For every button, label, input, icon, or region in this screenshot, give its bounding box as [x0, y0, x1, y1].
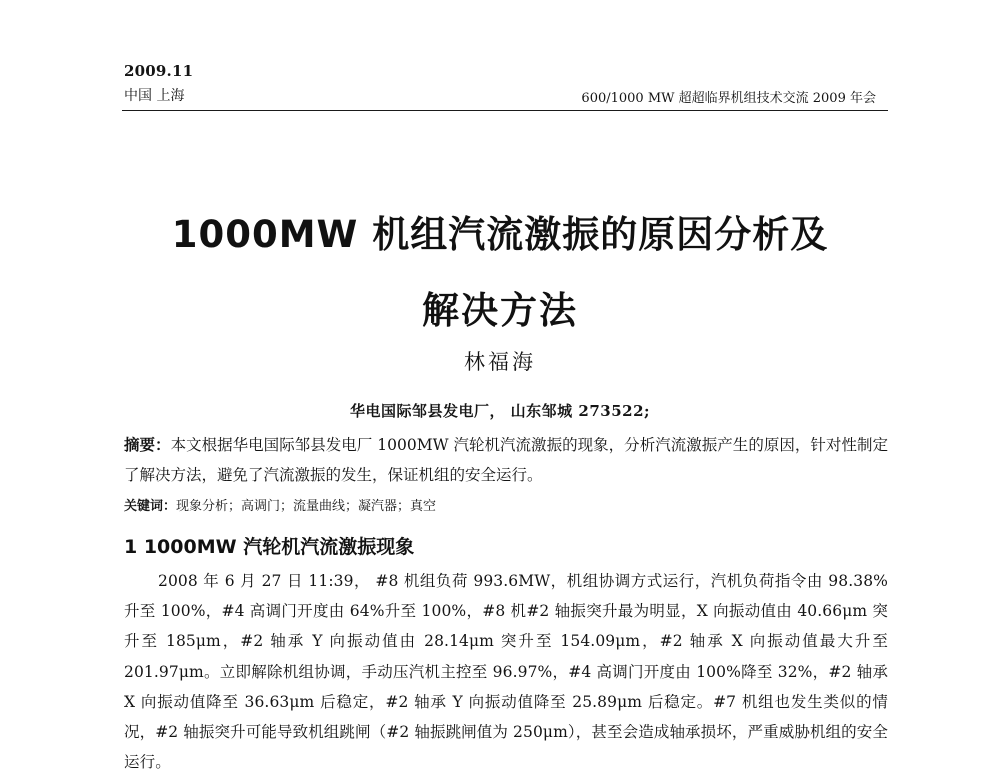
- header-date: 2009.11: [124, 62, 194, 80]
- author-name: 林福海: [464, 350, 536, 374]
- header-divider: [122, 110, 888, 111]
- paper-title-line-2: 解决方法: [422, 289, 578, 332]
- section-paragraph: 2008 年 6 月 27 日 11:39， #8 机组负荷 993.6MW，机组协调方式运行，汽机负荷指令由 98.38% 升至 100%，#4 高调门开度由 64%升至 100%，#8 机#2 轴振突升最为明显，X 向振动值由 40.66μm 突升至 185μm，#2 轴承 Y 向振动值由 28.14μm 突升至 154.09μm，#2 轴承 X 向振动值最大升至 201.97μm。立即解除机组协调，手动压汽机主控至 96.97%，#4 高调门开度由 100%降至 32%，#2 轴承 X 向振动值降至 36.63μm 后稳定，#2 轴承 Y 向振动值降至 25.89μm 后稳定。#7 机组也发生类似的情况，#2 轴振突升可能导致机组跳闸（#2 轴振跳闸值为 250μm），甚至会造成轴承损坏，严重威胁机组的安全运行。: [124, 572, 888, 772]
- paper-title-line-1: 1000MW 机组汽流激振的原因分析及: [171, 213, 829, 256]
- keywords-text: 现象分析；高调门；流量曲线；凝汽器；真空: [176, 499, 437, 514]
- keywords: [124, 494, 888, 520]
- section-heading: 1 1000MW 汽轮机汽流激振现象: [124, 536, 415, 558]
- abstract-label: 摘要：: [124, 435, 171, 454]
- abstract: [124, 430, 888, 490]
- affiliation: 华电国际邹县发电厂， 山东邹城 273522;: [349, 402, 651, 420]
- header-location: 中国 上海: [124, 88, 185, 104]
- abstract-text: 本文根据华电国际邹县发电厂 1000MW 汽轮机汽流激振的现象，分析汽流激振产生的原因，针对性制定了解决方法，避免了汽流激振的发生，保证机组的安全运行。: [124, 436, 888, 484]
- keywords-label: 关键词：: [124, 499, 177, 514]
- header-conference: 600/1000 MW 超超临界机组技术交流 2009 年会: [581, 91, 876, 106]
